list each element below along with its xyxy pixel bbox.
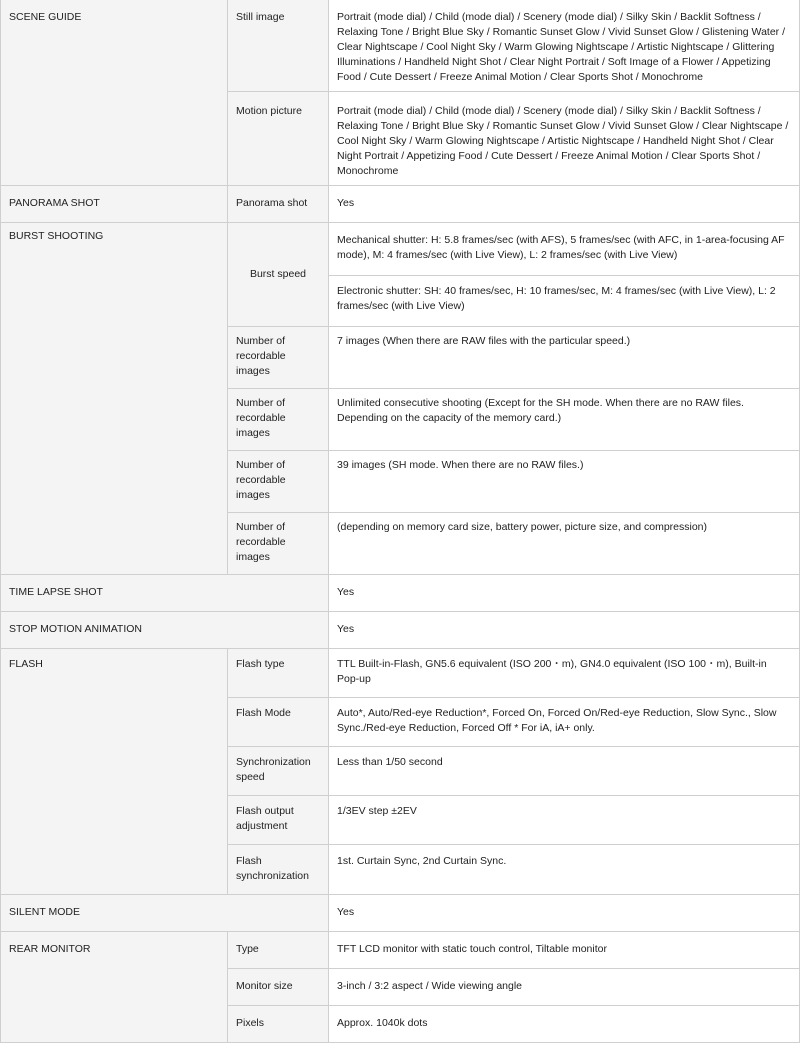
value-burst-mechanical: Mechanical shutter: H: 5.8 frames/sec (with AFS), 5 frames/sec (with AFC, in 1-area-focusing AF mode), M: 4 frames/sec (with Live View), L: 2 frames/sec (with Live View): [329, 223, 800, 276]
category-stop-motion: STOP MOTION ANIMATION: [1, 612, 329, 649]
category-scene-guide: SCENE GUIDE: [1, 0, 228, 186]
spec-row-burst-mech: [1, 223, 800, 276]
value-panorama-shot: Yes: [329, 186, 800, 223]
spec-row-silent-mode: [1, 895, 800, 932]
value-recordable-1: 7 images (When there are RAW files with the particular speed.): [329, 327, 800, 389]
value-flash-sync: 1st. Curtain Sync, 2nd Curtain Sync.: [329, 845, 800, 895]
value-silent-mode: Yes: [329, 895, 800, 932]
value-monitor-type: TFT LCD monitor with static touch control, Tiltable monitor: [329, 932, 800, 969]
category-flash: FLASH: [1, 649, 228, 895]
category-rear-monitor: REAR MONITOR: [1, 932, 228, 1043]
value-recordable-4: (depending on memory card size, battery power, picture size, and compression): [329, 513, 800, 575]
label-sync-speed: Synchronization speed: [228, 747, 329, 796]
label-monitor-size: Monitor size: [228, 969, 329, 1006]
value-stop-motion: Yes: [329, 612, 800, 649]
value-burst-electronic: Electronic shutter: SH: 40 frames/sec, H: 10 frames/sec, M: 4 frames/sec (with Live View), L: 2 frames/sec (with Live View): [329, 276, 800, 327]
value-recordable-2: Unlimited consecutive shooting (Except for the SH mode. When there are no RAW files. Depending on the capacity of the memory card.): [329, 389, 800, 451]
value-monitor-size: 3-inch / 3:2 aspect / Wide viewing angle: [329, 969, 800, 1006]
label-recordable-images: Number of recordable images: [228, 327, 329, 389]
value-monitor-pixels: Approx. 1040k dots: [329, 1006, 800, 1043]
label-panorama-shot: Panorama shot: [228, 186, 329, 223]
value-recordable-3: 39 images (SH mode. When there are no RAW files.): [329, 451, 800, 513]
value-flash-mode: Auto*, Auto/Red-eye Reduction*, Forced On, Forced On/Red-eye Reduction, Slow Sync., Slow Sync./Red-eye Reduction, Forced Off * For iA, iA+ only.: [329, 698, 800, 747]
label-flash-mode: Flash Mode: [228, 698, 329, 747]
category-silent-mode: SILENT MODE: [1, 895, 329, 932]
value-flash-type: TTL Built-in-Flash, GN5.6 equivalent (ISO 200・m), GN4.0 equivalent (ISO 100・m), Built-in Pop-up: [329, 649, 800, 698]
spec-row-panorama: [1, 186, 800, 223]
category-burst-shooting: BURST SHOOTING: [1, 223, 228, 575]
label-monitor-type: Type: [228, 932, 329, 969]
value-time-lapse: Yes: [329, 575, 800, 612]
spec-row-scene-still: [1, 0, 800, 92]
category-time-lapse: TIME LAPSE SHOT: [1, 575, 329, 612]
label-recordable-images: Number of recordable images: [228, 389, 329, 451]
label-still-image: Still image: [228, 0, 329, 92]
label-flash-type: Flash type: [228, 649, 329, 698]
spec-row-flash-type: [1, 649, 800, 698]
label-recordable-images: Number of recordable images: [228, 451, 329, 513]
category-panorama-shot: PANORAMA SHOT: [1, 186, 228, 223]
spec-row-stop-motion: [1, 612, 800, 649]
value-motion-picture: Portrait (mode dial) / Child (mode dial) / Scenery (mode dial) / Silky Skin / Backlit Softness / Relaxing Tone / Bright Blue Sky / Romantic Sunset Glow / Vivid Sunset Glow / Clear Nightscape / Cool Night Sky / Warm Glowing Nightscape / Artistic Nightscape / Handheld Night Shot / Clear Night Portrait / Appetizing Food / Cute Dessert / Freeze Animal Motion / Clear Sports Shot / Monochrome: [329, 92, 800, 186]
value-sync-speed: Less than 1/50 second: [329, 747, 800, 796]
spec-row-time-lapse: [1, 575, 800, 612]
label-monitor-pixels: Pixels: [228, 1006, 329, 1043]
value-flash-output: 1/3EV step ±2EV: [329, 796, 800, 845]
label-motion-picture: Motion picture: [228, 92, 329, 186]
label-burst-speed: Burst speed: [228, 223, 329, 327]
label-recordable-images: Number of recordable images: [228, 513, 329, 575]
spec-row-monitor-type: [1, 932, 800, 969]
value-still-image: Portrait (mode dial) / Child (mode dial) / Scenery (mode dial) / Silky Skin / Backlit Softness / Relaxing Tone / Bright Blue Sky / Romantic Sunset Glow / Vivid Sunset Glow / Glistening Water / Clear Nightscape / Cool Night Sky / Warm Glowing Nightscape / Artistic Nightscape / Glittering Illuminations / Handheld Night Shot / Clear Night Portrait / Soft Image of a Flower / Appetizing Food / Cute Dessert / Freeze Animal Motion / Clear Sports Shot / Monochrome: [329, 0, 800, 92]
label-flash-sync: Flash synchronization: [228, 845, 329, 895]
label-flash-output: Flash output adjustment: [228, 796, 329, 845]
